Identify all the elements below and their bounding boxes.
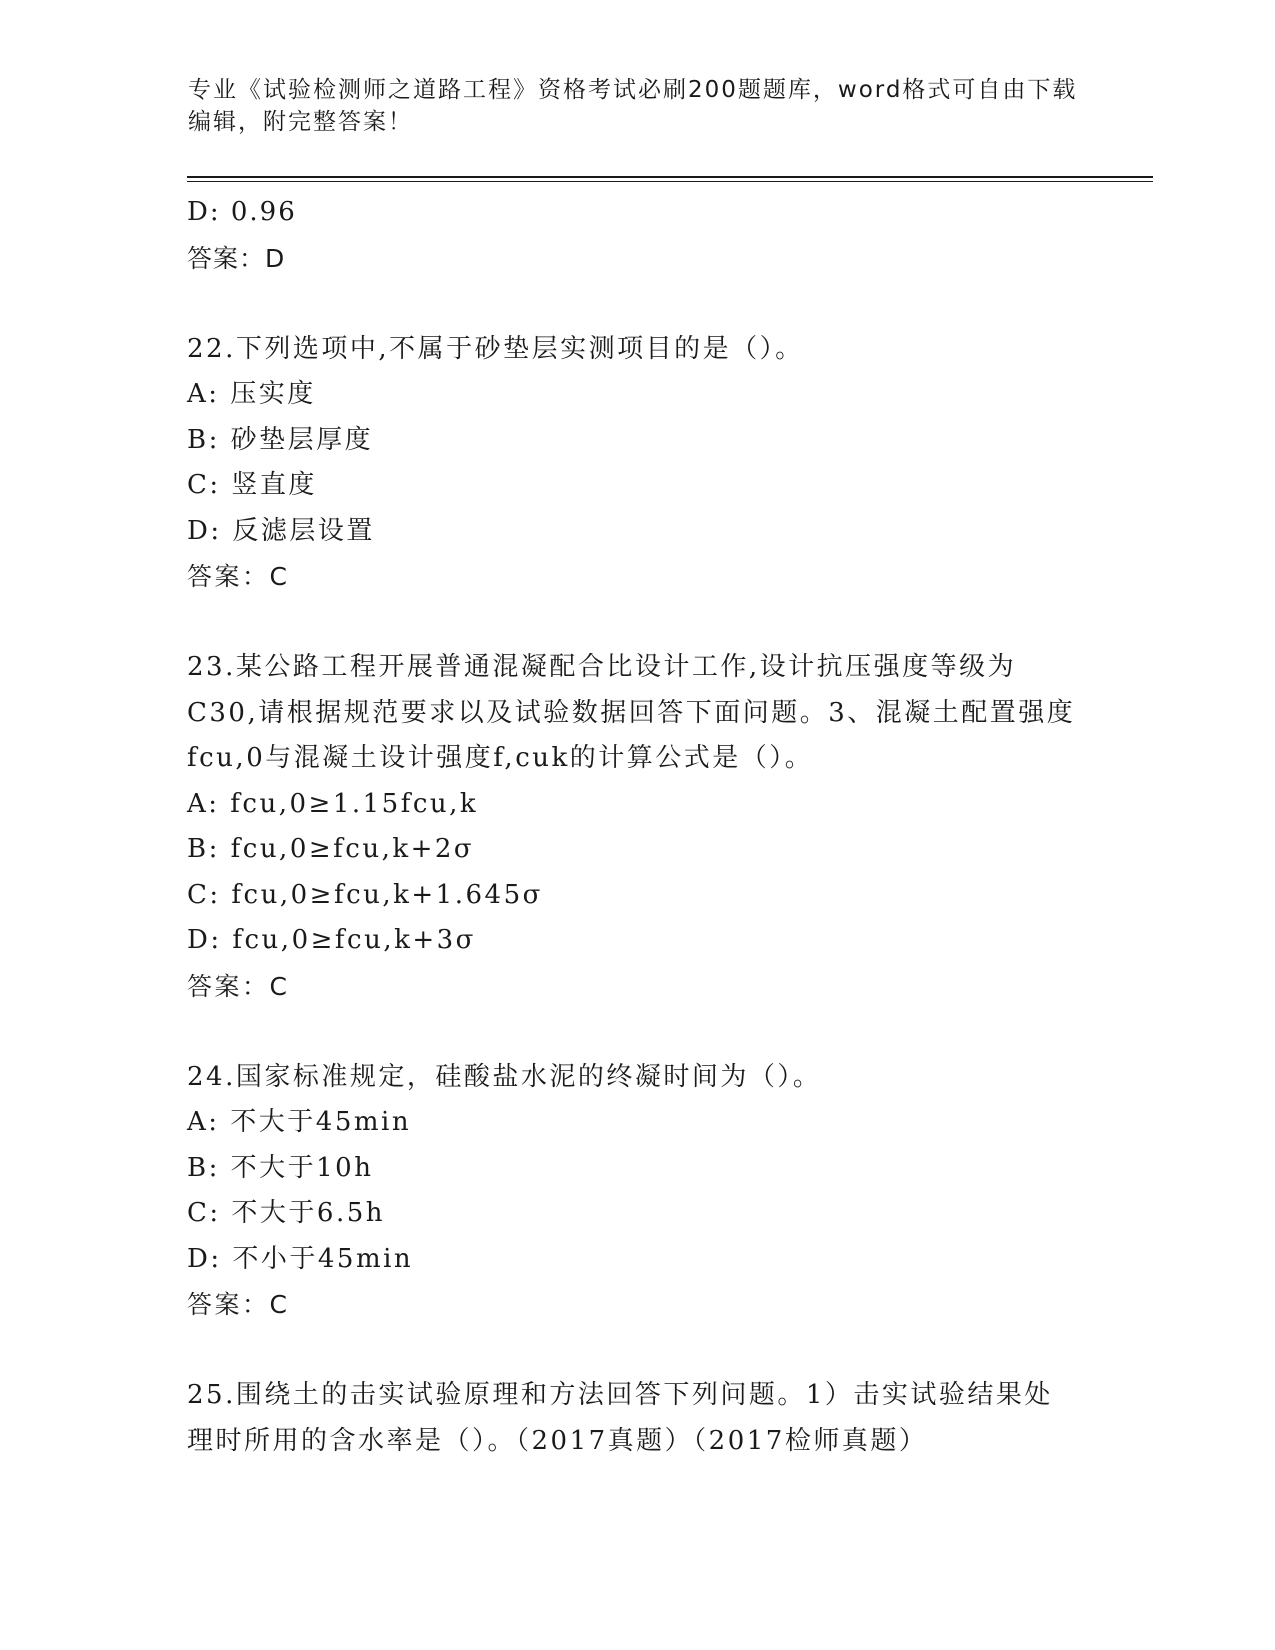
option-d: D: 0.96: [187, 197, 297, 227]
option-c: C: 不大于6.5h: [187, 1198, 386, 1228]
option-a: A: fcu,0≥1.15fcu,k: [187, 788, 479, 819]
question-23: [187, 645, 1087, 1009]
option-a: A: 压实度: [187, 379, 316, 409]
question-stem: 24.国家标准规定，硅酸盐水泥的终凝时间为（）。: [187, 1061, 822, 1092]
answer-line: 答案：D: [187, 243, 286, 273]
answer-line: 答案：C: [187, 971, 290, 1001]
answer-line: 答案：C: [187, 1290, 290, 1319]
document-body: [187, 190, 1087, 1464]
option-b: B: 不大于10h: [187, 1152, 374, 1183]
question-24: [187, 1055, 1087, 1328]
header-line-1: 专业《试验检测师之道路工程》资格考试必刷200题题库，word格式可自由下载: [188, 77, 1078, 103]
question-stem: C30,请根据规范要求以及试验数据回答下面问题。3、混凝土配置强度: [187, 697, 1076, 728]
question-22: [187, 327, 1087, 600]
header-line-2: 编辑，附完整答案！: [188, 109, 413, 135]
question-stem: fcu,0与混凝土设计强度f,cuk的计算公式是（）。: [187, 743, 814, 773]
document-header: [188, 74, 1078, 138]
option-d: D: fcu,0≥fcu,k+3σ: [187, 925, 476, 955]
header-divider-thin: [187, 181, 1153, 182]
option-c: C: fcu,0≥fcu,k+1.645σ: [187, 879, 543, 910]
answer-line: 答案：C: [187, 562, 290, 591]
question-stem: 23.某公路工程开展普通混凝配合比设计工作,设计抗压强度等级为: [187, 652, 1017, 682]
option-a: A: 不大于45min: [187, 1107, 412, 1137]
option-b: B: fcu,0≥fcu,k+2σ: [187, 834, 475, 864]
question-25: [187, 1373, 1087, 1464]
option-d: D: 不小于45min: [187, 1243, 414, 1274]
question-stem: 理时所用的含水率是（）。（2017真题）（2017检师真题）: [187, 1425, 928, 1456]
option-d: D: 反滤层设置: [187, 515, 375, 546]
option-c: C: 竖直度: [187, 470, 317, 500]
header-divider-thick: [187, 176, 1153, 178]
option-b: B: 砂垫层厚度: [187, 424, 374, 455]
question-stem: 22.下列选项中,不属于砂垫层实测项目的是（）。: [187, 333, 804, 364]
question-stem: 25.围绕土的击实试验原理和方法回答下列问题。1）击实试验结果处: [187, 1380, 1053, 1410]
